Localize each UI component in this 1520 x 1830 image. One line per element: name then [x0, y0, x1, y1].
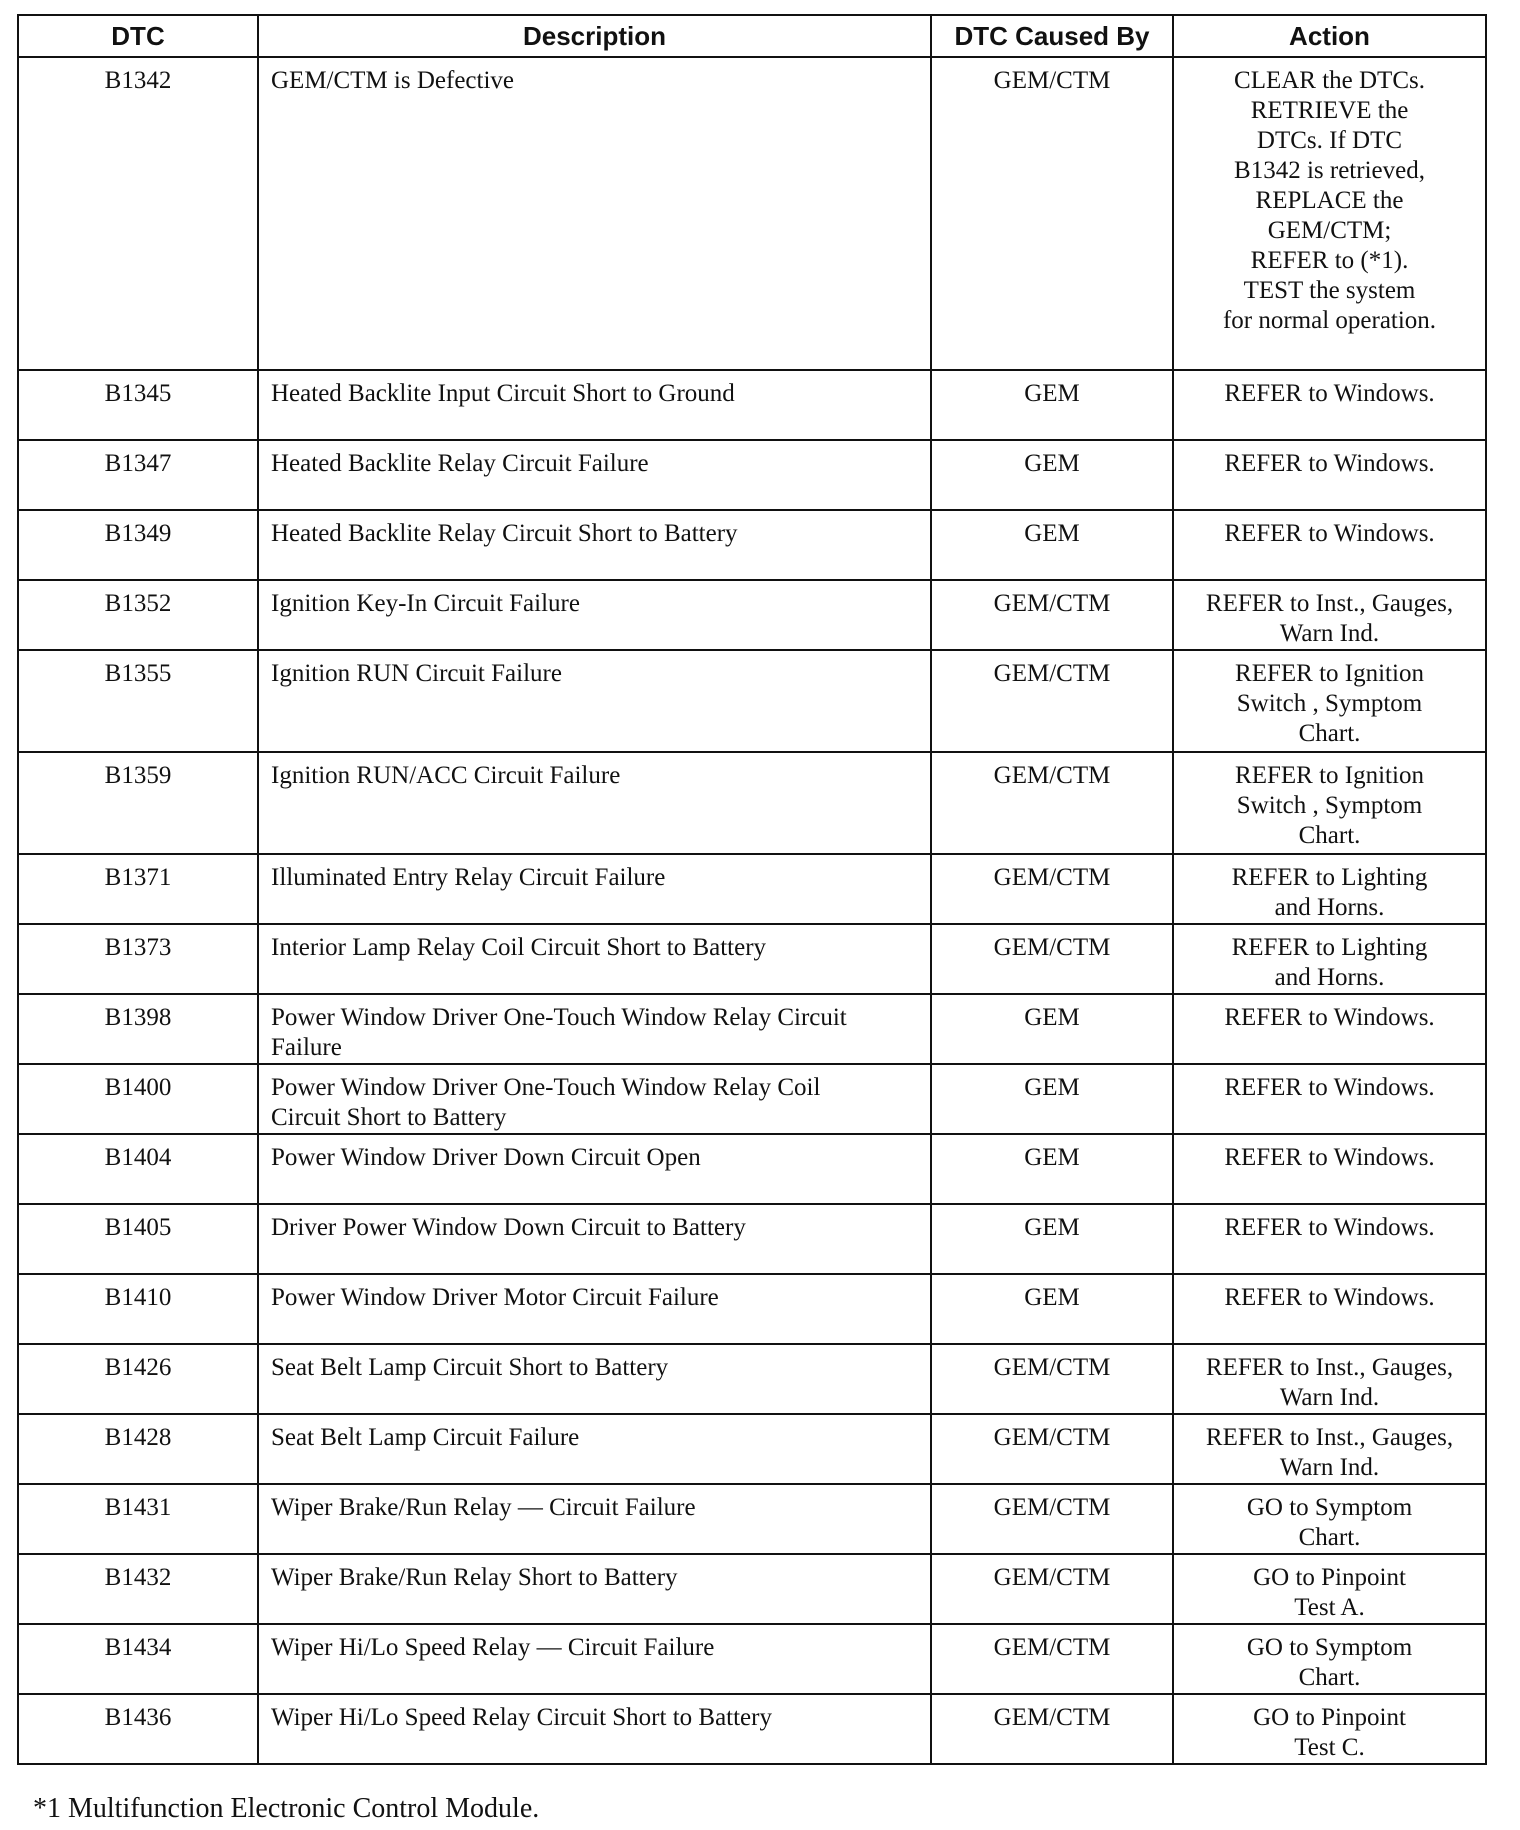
table-row	[18, 1134, 1486, 1204]
dtc-caused-by: GEM/CTM	[931, 1554, 1173, 1624]
dtc-action: REFER to Windows.	[1173, 1064, 1486, 1134]
table-row	[18, 510, 1486, 580]
dtc-action: REFER to Inst., Gauges, Warn Ind.	[1173, 1414, 1486, 1484]
dtc-action: REFER to Inst., Gauges, Warn Ind.	[1173, 580, 1486, 650]
dtc-action: GO to Pinpoint Test A.	[1173, 1554, 1486, 1624]
dtc-action: GO to Pinpoint Test C.	[1173, 1694, 1486, 1764]
dtc-code: B1398	[18, 994, 258, 1064]
dtc-caused-by: GEM/CTM	[931, 1484, 1173, 1554]
dtc-description: Seat Belt Lamp Circuit Failure	[258, 1414, 931, 1484]
dtc-caused-by: GEM/CTM	[931, 1694, 1173, 1764]
dtc-description: Power Window Driver Down Circuit Open	[258, 1134, 931, 1204]
dtc-description: Ignition Key-In Circuit Failure	[258, 580, 931, 650]
header-dtc: DTC	[18, 15, 258, 57]
dtc-description: Seat Belt Lamp Circuit Short to Battery	[258, 1344, 931, 1414]
table-body	[18, 57, 1486, 1764]
footnote: *1 Multifunction Electronic Control Module.	[33, 1793, 540, 1824]
dtc-code: B1434	[18, 1624, 258, 1694]
dtc-caused-by: GEM/CTM	[931, 924, 1173, 994]
dtc-code: B1349	[18, 510, 258, 580]
table-row	[18, 1344, 1486, 1414]
dtc-description: Wiper Hi/Lo Speed Relay Circuit Short to Battery	[258, 1694, 931, 1764]
dtc-code: B1359	[18, 752, 258, 854]
dtc-action: REFER to Windows.	[1173, 1134, 1486, 1204]
dtc-action: GO to Symptom Chart.	[1173, 1624, 1486, 1694]
table-header-row	[18, 15, 1486, 57]
dtc-description: Ignition RUN/ACC Circuit Failure	[258, 752, 931, 854]
table-row	[18, 1204, 1486, 1274]
dtc-description: Power Window Driver One-Touch Window Relay Coil Circuit Short to Battery	[258, 1064, 931, 1134]
dtc-action: REFER to Inst., Gauges, Warn Ind.	[1173, 1344, 1486, 1414]
table-row	[18, 370, 1486, 440]
dtc-code: B1400	[18, 1064, 258, 1134]
dtc-caused-by: GEM/CTM	[931, 1344, 1173, 1414]
dtc-action: REFER to Lighting and Horns.	[1173, 854, 1486, 924]
dtc-description: Wiper Hi/Lo Speed Relay — Circuit Failure	[258, 1624, 931, 1694]
table-row	[18, 854, 1486, 924]
dtc-action: GO to Symptom Chart.	[1173, 1484, 1486, 1554]
dtc-action: CLEAR the DTCs. RETRIEVE the DTCs. If DTC B1342 is retrieved, REPLACE the GEM/CTM; REFER to (*1). TEST the system for normal operation.	[1173, 57, 1486, 370]
table-row	[18, 1694, 1486, 1764]
dtc-code: B1428	[18, 1414, 258, 1484]
table-row	[18, 1484, 1486, 1554]
dtc-table	[17, 14, 1487, 1765]
dtc-code: B1432	[18, 1554, 258, 1624]
header-caused-by: DTC Caused By	[931, 15, 1173, 57]
dtc-code: B1347	[18, 440, 258, 510]
header-description: Description	[258, 15, 931, 57]
dtc-action: REFER to Lighting and Horns.	[1173, 924, 1486, 994]
dtc-description: Wiper Brake/Run Relay Short to Battery	[258, 1554, 931, 1624]
dtc-action: REFER to Windows.	[1173, 510, 1486, 580]
table-row	[18, 650, 1486, 752]
dtc-action: REFER to Windows.	[1173, 370, 1486, 440]
dtc-caused-by: GEM	[931, 994, 1173, 1064]
table-row	[18, 752, 1486, 854]
dtc-description: Power Window Driver Motor Circuit Failure	[258, 1274, 931, 1344]
dtc-description: Power Window Driver One-Touch Window Relay Circuit Failure	[258, 994, 931, 1064]
dtc-description: GEM/CTM is Defective	[258, 57, 931, 370]
dtc-caused-by: GEM/CTM	[931, 752, 1173, 854]
dtc-caused-by: GEM	[931, 440, 1173, 510]
dtc-description: Driver Power Window Down Circuit to Battery	[258, 1204, 931, 1274]
dtc-caused-by: GEM	[931, 1204, 1173, 1274]
dtc-code: B1355	[18, 650, 258, 752]
dtc-code: B1436	[18, 1694, 258, 1764]
dtc-action: REFER to Windows.	[1173, 1204, 1486, 1274]
dtc-code: B1410	[18, 1274, 258, 1344]
dtc-caused-by: GEM/CTM	[931, 1414, 1173, 1484]
dtc-code: B1371	[18, 854, 258, 924]
dtc-action: REFER to Windows.	[1173, 994, 1486, 1064]
dtc-action: REFER to Ignition Switch , Symptom Chart.	[1173, 650, 1486, 752]
dtc-code: B1404	[18, 1134, 258, 1204]
dtc-caused-by: GEM/CTM	[931, 580, 1173, 650]
dtc-caused-by: GEM	[931, 510, 1173, 580]
dtc-code: B1431	[18, 1484, 258, 1554]
table-row	[18, 1414, 1486, 1484]
dtc-code: B1345	[18, 370, 258, 440]
dtc-caused-by: GEM	[931, 1134, 1173, 1204]
table-row	[18, 994, 1486, 1064]
dtc-caused-by: GEM/CTM	[931, 854, 1173, 924]
dtc-caused-by: GEM	[931, 1274, 1173, 1344]
table-row	[18, 440, 1486, 510]
dtc-code: B1426	[18, 1344, 258, 1414]
table-row	[18, 1274, 1486, 1344]
dtc-description: Ignition RUN Circuit Failure	[258, 650, 931, 752]
header-action: Action	[1173, 15, 1486, 57]
dtc-code: B1405	[18, 1204, 258, 1274]
table-row	[18, 580, 1486, 650]
dtc-description: Illuminated Entry Relay Circuit Failure	[258, 854, 931, 924]
dtc-description: Heated Backlite Relay Circuit Short to Battery	[258, 510, 931, 580]
dtc-description: Wiper Brake/Run Relay — Circuit Failure	[258, 1484, 931, 1554]
dtc-caused-by: GEM	[931, 370, 1173, 440]
dtc-description: Heated Backlite Relay Circuit Failure	[258, 440, 931, 510]
dtc-action: REFER to Windows.	[1173, 440, 1486, 510]
dtc-caused-by: GEM/CTM	[931, 1624, 1173, 1694]
table-row	[18, 1064, 1486, 1134]
dtc-action: REFER to Windows.	[1173, 1274, 1486, 1344]
dtc-caused-by: GEM/CTM	[931, 57, 1173, 370]
dtc-description: Heated Backlite Input Circuit Short to Ground	[258, 370, 931, 440]
table-row	[18, 1554, 1486, 1624]
dtc-description: Interior Lamp Relay Coil Circuit Short to Battery	[258, 924, 931, 994]
table-row	[18, 57, 1486, 370]
dtc-code: B1373	[18, 924, 258, 994]
dtc-action: REFER to Ignition Switch , Symptom Chart.	[1173, 752, 1486, 854]
dtc-caused-by: GEM/CTM	[931, 650, 1173, 752]
table-row	[18, 1624, 1486, 1694]
dtc-code: B1352	[18, 580, 258, 650]
dtc-caused-by: GEM	[931, 1064, 1173, 1134]
table-row	[18, 924, 1486, 994]
dtc-code: B1342	[18, 57, 258, 370]
